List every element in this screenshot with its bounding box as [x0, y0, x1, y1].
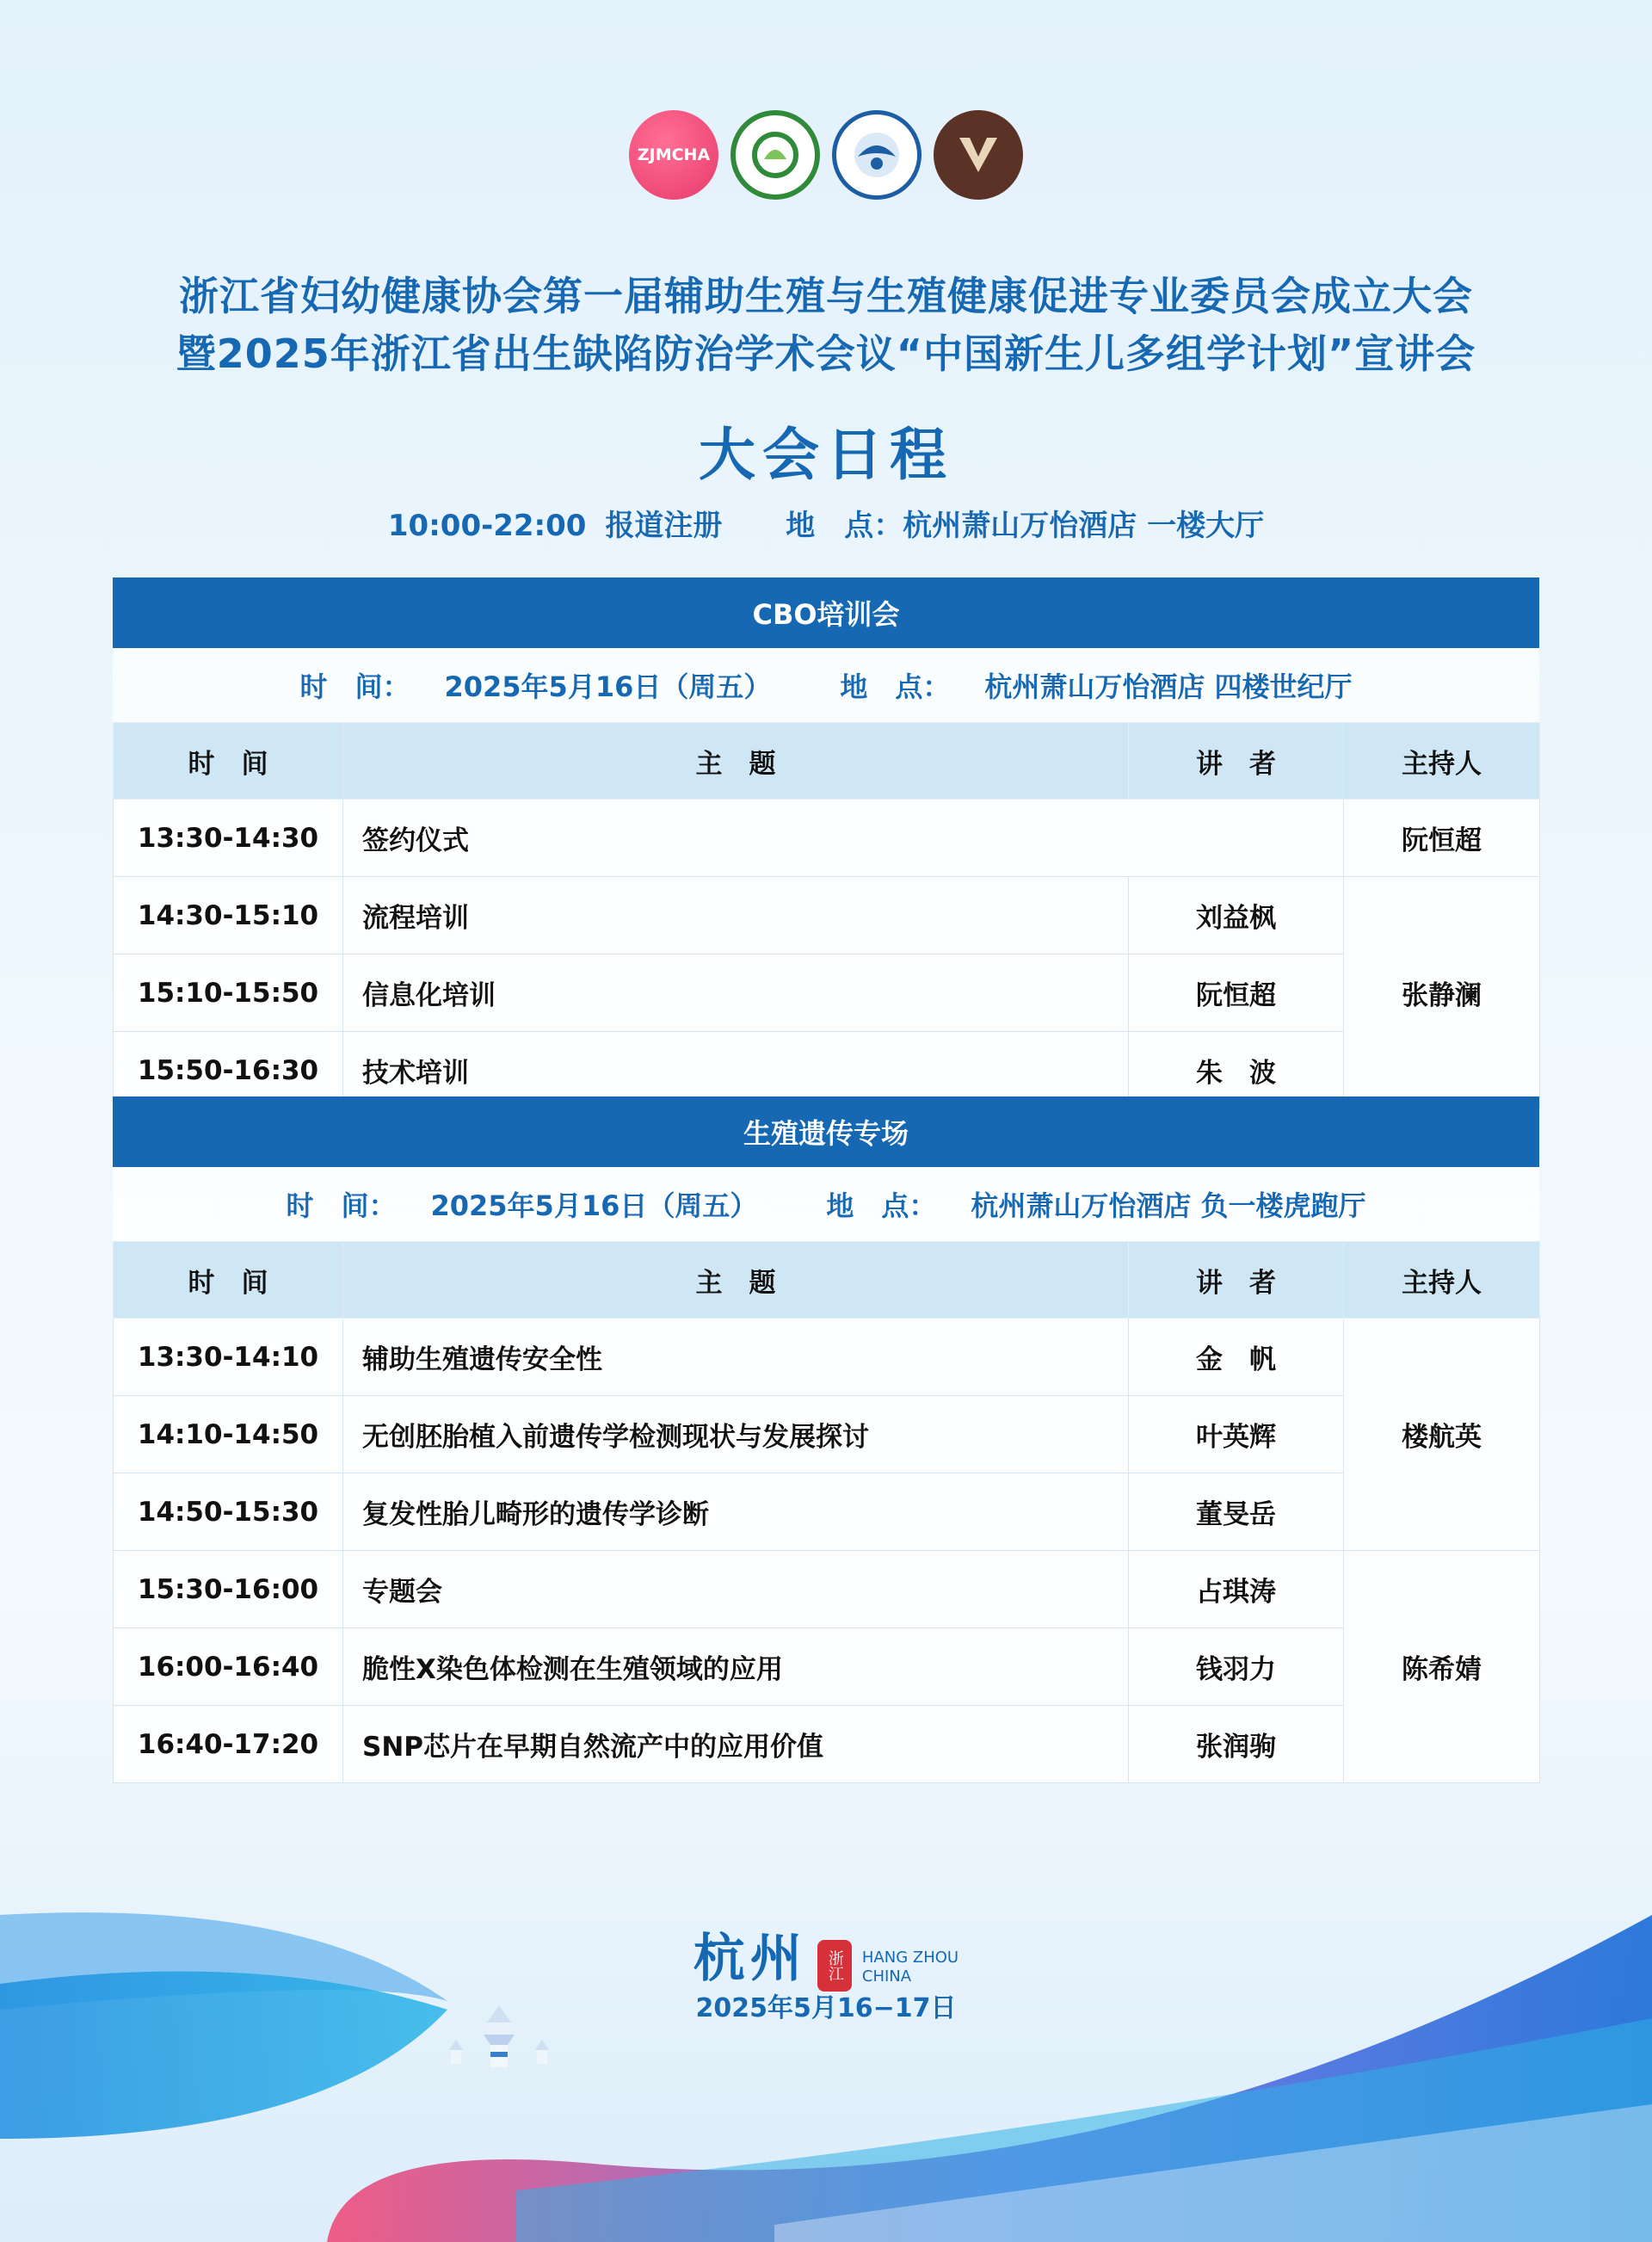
header-topic: 主 题	[343, 723, 1129, 800]
agenda-title: 大会日程	[699, 422, 953, 488]
session2-title-band	[113, 1096, 1539, 1167]
header-time: 时 间	[114, 723, 343, 800]
row-topic: 信息化培训	[343, 954, 1129, 1032]
row-host: 陈希婧	[1344, 1551, 1540, 1783]
row-speaker: 刘益枫	[1129, 877, 1344, 954]
session1-table	[113, 722, 1540, 1109]
row-time: 15:10-15:50	[114, 954, 343, 1032]
header-speaker: 讲 者	[1129, 1242, 1344, 1319]
row-topic: 流程培训	[343, 877, 1129, 954]
footer-en-line2: CHINA	[861, 1967, 912, 1986]
title-line-1: 浙江省妇幼健康协会第一届辅助生殖与生殖健康促进专业委员会成立大会	[179, 273, 1473, 319]
row-host: 楼航英	[1344, 1319, 1540, 1551]
session1-info	[113, 648, 1539, 722]
zjmcha-logo	[629, 110, 718, 200]
footer-city: 杭州	[693, 1929, 807, 1989]
session2-info	[113, 1167, 1539, 1241]
session2-name: 生殖遗传专场	[743, 1117, 909, 1150]
registration-place: 杭州萧山万怡酒店 一楼大厅	[903, 509, 1265, 543]
session1-place-label: 地 点：	[840, 670, 951, 703]
row-topic: 无创胚胎植入前遗传学检测现状与发展探讨	[343, 1396, 1129, 1473]
row-speaker: 金 帆	[1129, 1319, 1344, 1396]
row-speaker: 张润驹	[1129, 1706, 1344, 1783]
row-time: 13:30-14:30	[114, 800, 343, 877]
zjmcha-logo-text: ZJMCHA	[637, 145, 711, 164]
row-time: 16:00-16:40	[114, 1628, 343, 1706]
footer-seal: 浙江	[817, 1940, 852, 1992]
table-header-row	[114, 723, 1540, 800]
footer-city-en	[862, 1949, 959, 1986]
session1-title-band	[113, 577, 1539, 648]
table-row	[114, 1319, 1540, 1396]
row-speaker: 朱 波	[1129, 1032, 1344, 1109]
session2-place-label: 地 点：	[826, 1189, 937, 1222]
table-row	[114, 800, 1540, 877]
row-time: 13:30-14:10	[114, 1319, 343, 1396]
table-row	[114, 1706, 1540, 1783]
title-line-2: 暨2025年浙江省出生缺陷防治学术会议“中国新生儿多组学计划”宣讲会	[176, 330, 1476, 377]
row-topic: 专题会	[343, 1551, 1129, 1628]
table-row	[114, 1628, 1540, 1706]
row-speaker: 钱羽力	[1129, 1628, 1344, 1706]
row-time: 14:30-15:10	[114, 877, 343, 954]
row-time: 16:40-17:20	[114, 1706, 343, 1783]
session1-place: 杭州萧山万怡酒店 四楼世纪厅	[984, 670, 1353, 703]
row-speaker: 阮恒超	[1129, 954, 1344, 1032]
session1-name: CBO培训会	[752, 598, 900, 631]
row-host: 张静澜	[1344, 877, 1540, 1109]
header-host: 主持人	[1344, 1242, 1540, 1319]
green-society-logo	[730, 110, 820, 200]
footer-city-logo	[0, 1918, 1652, 1992]
row-time: 15:50-16:30	[114, 1032, 343, 1109]
session1-time-label: 时 间：	[299, 670, 410, 703]
row-topic: 辅助生殖遗传安全性	[343, 1319, 1129, 1396]
logo-row	[0, 110, 1652, 200]
row-topic: 技术培训	[343, 1032, 1129, 1109]
row-host: 阮恒超	[1344, 800, 1540, 877]
header-topic: 主 题	[343, 1242, 1129, 1319]
row-topic: 签约仪式	[343, 800, 1344, 877]
header-host: 主持人	[1344, 723, 1540, 800]
session2-table	[113, 1241, 1540, 1783]
table-row	[114, 1396, 1540, 1473]
table-header-row	[114, 1242, 1540, 1319]
footer-en-line1: HANG ZHOU	[861, 1949, 959, 1967]
row-topic: SNP芯片在早期自然流产中的应用价值	[343, 1706, 1129, 1783]
registration-label: 报道注册	[605, 509, 723, 543]
header-time: 时 间	[114, 1242, 343, 1319]
session1-date: 2025年5月16日（周五）	[444, 670, 772, 703]
session2-time-label: 时 间：	[286, 1189, 397, 1222]
footer-date: 2025年5月16−17日	[695, 1993, 957, 2023]
row-topic: 复发性胎儿畸形的遗传学诊断	[343, 1473, 1129, 1551]
brown-emblem-logo	[934, 110, 1023, 200]
row-speaker: 叶英辉	[1129, 1396, 1344, 1473]
row-speaker: 占琪涛	[1129, 1551, 1344, 1628]
blue-society-logo	[832, 110, 922, 200]
row-time: 14:10-14:50	[114, 1396, 343, 1473]
registration-time: 10:00-22:00	[387, 509, 587, 543]
table-row	[114, 1551, 1540, 1628]
table-row	[114, 877, 1540, 954]
registration-line	[0, 502, 1652, 544]
registration-place-label: 地 点：	[786, 509, 903, 543]
row-speaker: 董旻岳	[1129, 1473, 1344, 1551]
session2-place: 杭州萧山万怡酒店 负一楼虎跑厅	[971, 1189, 1366, 1222]
row-time: 15:30-16:00	[114, 1551, 343, 1628]
row-time: 14:50-15:30	[114, 1473, 343, 1551]
row-topic: 脆性X染色体检测在生殖领域的应用	[343, 1628, 1129, 1706]
table-row	[114, 954, 1540, 1032]
table-row	[114, 1473, 1540, 1551]
header-speaker: 讲 者	[1129, 723, 1344, 800]
session2-date: 2025年5月16日（周五）	[430, 1189, 758, 1222]
